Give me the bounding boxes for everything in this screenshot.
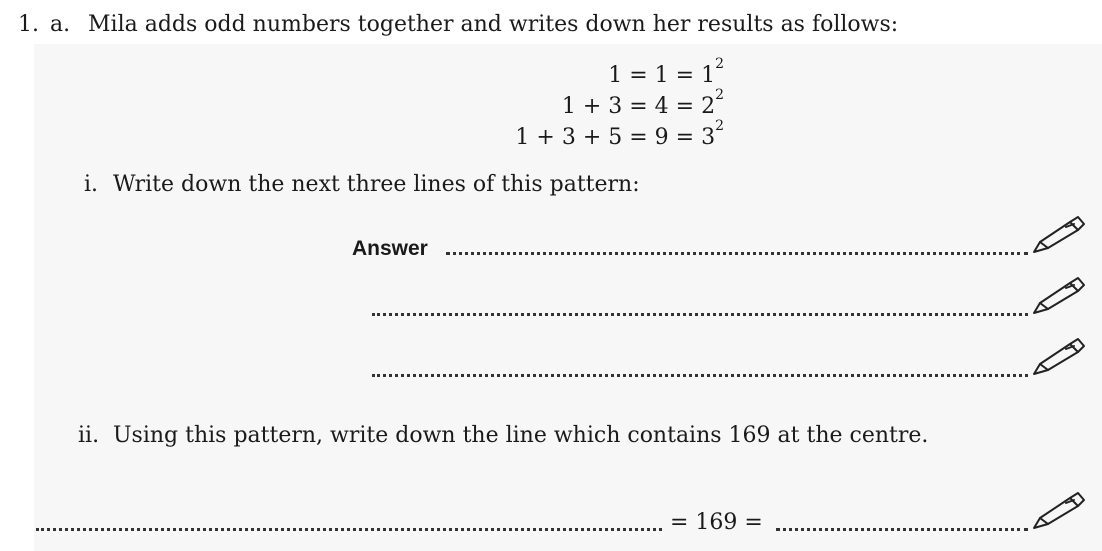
answer-line-left[interactable] bbox=[36, 528, 662, 531]
answer-line-right[interactable] bbox=[776, 528, 1028, 531]
pen-icon bbox=[1030, 490, 1086, 530]
subpart-ii-text: Using this pattern, write down the line which contains 169 at the centre. bbox=[113, 423, 929, 448]
equation-line-1: $1 = 1 = 1^2$ bbox=[608, 56, 724, 88]
pen-icon bbox=[1030, 275, 1086, 315]
question-number: 1. bbox=[18, 12, 39, 37]
equation-block bbox=[515, 56, 724, 153]
center-expression: = 169 = bbox=[670, 510, 763, 535]
subpart-ii-label: ii. bbox=[78, 423, 100, 448]
equation-line-3: $1 + 3 + 5 = 9 = 3^2$ bbox=[515, 118, 724, 150]
answer-line-2[interactable] bbox=[372, 313, 1028, 316]
subpart-i-label: i. bbox=[84, 172, 99, 197]
answer-label: Answer bbox=[352, 237, 428, 260]
subpart-i-text: Write down the next three lines of this pattern: bbox=[113, 172, 640, 197]
pen-icon bbox=[1030, 214, 1086, 254]
pen-icon bbox=[1030, 336, 1086, 376]
answer-line-3[interactable] bbox=[372, 374, 1028, 377]
question-part: a. bbox=[50, 12, 71, 37]
equation-line-2: $1 + 3 = 4 = 2^2$ bbox=[561, 87, 724, 119]
answer-line-1[interactable] bbox=[446, 252, 1028, 255]
question-intro: Mila adds odd numbers together and writes down her results as follows: bbox=[88, 12, 899, 37]
